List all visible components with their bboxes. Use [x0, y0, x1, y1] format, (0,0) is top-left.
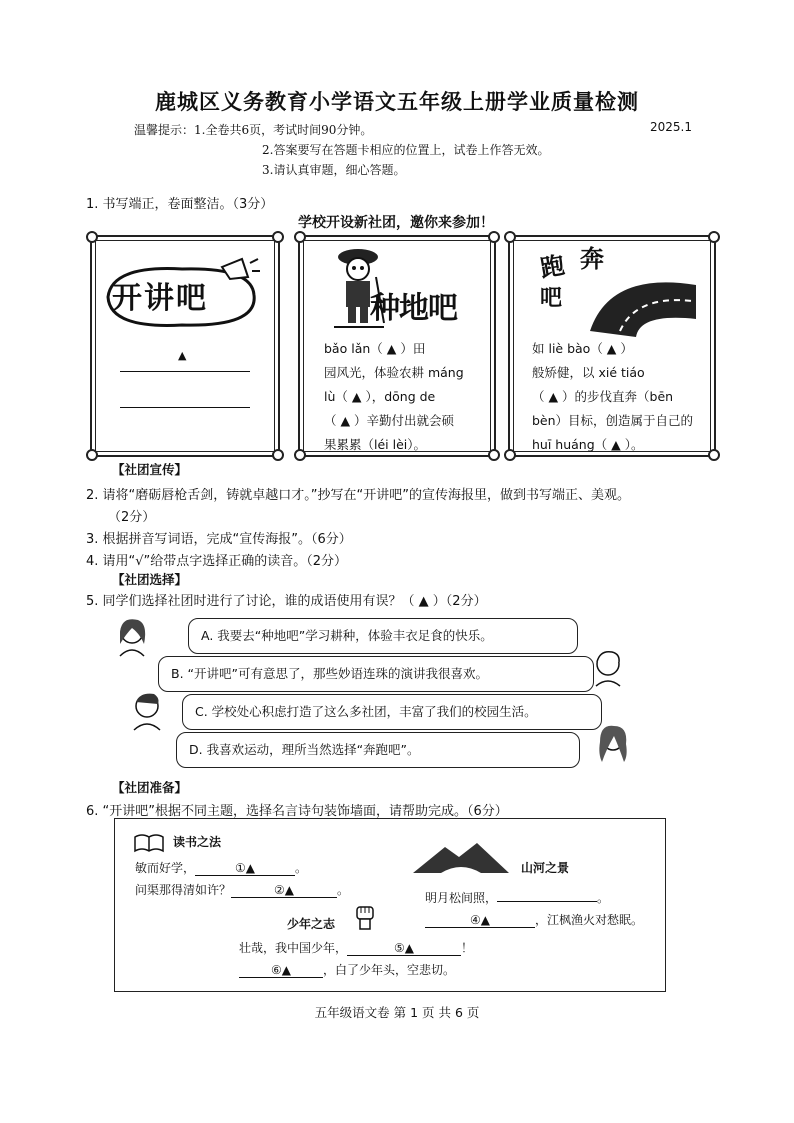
quote-youth-2 [239, 961, 455, 978]
kaijiangba-logo: 开讲吧 [112, 281, 208, 316]
page-title: 鹿城区义务教育小学语文五年级上册学业质量检测 [155, 90, 639, 114]
exam-tips [134, 120, 549, 180]
poster-kaijiangba [90, 235, 280, 457]
question-2: 2. 请将“磨砺唇枪舌剑，铸就卓越口才。”抄写在“开讲吧”的宣传海报里，做到书写端正、美观。 [86, 488, 630, 503]
poster-corner-ornament [708, 449, 720, 461]
club-banner: 学校开设新社团，邀你来参加！ [298, 215, 494, 231]
exam-date: 2025.1 [650, 120, 692, 134]
poster3-line-4: bèn）目标，创造属于自己的 [532, 413, 694, 428]
question-5: 5. 同学们选择社团时进行了讨论，谁的成语使用有误？（ ▲ ）（2分） [86, 594, 487, 609]
writing-line-2 [120, 407, 250, 408]
poster3-line-1: 如 liè bào（ ▲ ） [532, 341, 633, 356]
quote-youth-2-blank: ⑥▲ [239, 963, 323, 978]
quote-read-2-blank: ②▲ [231, 883, 337, 898]
quote-youth-1-pre: 壮哉，我中国少年， [239, 941, 348, 955]
quote-read-1-blank: ①▲ [195, 861, 295, 876]
quote-read-1-post: 。 [295, 861, 308, 875]
quote-read-2-post: 。 [337, 883, 350, 897]
poster-corner-ornament [272, 231, 284, 243]
bubble-d: D. 我喜欢运动，理所当然选择“奔跑吧”。 [176, 732, 580, 768]
quotes-box [114, 818, 666, 992]
page-footer: 五年级语文卷 第 1 页 共 6 页 [314, 1005, 480, 1020]
poster2-line-5: 果累累（léi lèi）。 [324, 437, 426, 452]
poster-corner-ornament [504, 231, 516, 243]
poster-corner-ornament [488, 231, 500, 243]
quote-youth-2-post: ，白了少年头，空悲切。 [323, 963, 456, 977]
quote-youth-1-post: ！ [461, 941, 474, 955]
poster-benpaoba [508, 235, 716, 457]
tip-2: 2.答案要写在答题卡相应的位置上，试卷上作答无效。 [262, 143, 550, 157]
poster-corner-ornament [488, 449, 500, 461]
poster-zhongdiba [298, 235, 496, 457]
poster-corner-ornament [504, 449, 516, 461]
poster3-line-5: huī huáng（ ▲ ）。 [532, 437, 644, 452]
poster-corner-ornament [294, 449, 306, 461]
poster2-line-2: 园风光，体验农耕 máng [324, 365, 464, 380]
quote-land-2 [425, 911, 643, 928]
quote-youth-title: 少年之志 [287, 917, 336, 931]
girl-avatar-2-icon [594, 722, 632, 768]
poster2-text [324, 337, 464, 457]
bubble-b: B. “开讲吧”可有意思了，那些妙语连珠的演讲我很喜欢。 [158, 656, 594, 692]
question-3: 3. 根据拼音写词语，完成“宣传海报”。（6分） [86, 532, 352, 547]
quote-land-1 [425, 889, 609, 906]
quote-land-2-post: ，江枫渔火对愁眠。 [535, 913, 644, 927]
poster-corner-ornament [86, 449, 98, 461]
question-6: 6. “开讲吧”根据不同主题，选择名言诗句装饰墙面，请帮助完成。（6分） [86, 804, 508, 819]
mountain-icon [411, 839, 511, 875]
section-choose: 【社团选择】 [112, 572, 188, 587]
question-1: 1. 书写端正，卷面整洁。（3分） [86, 197, 274, 212]
quote-youth-1-blank: ⑤▲ [347, 941, 461, 956]
poster3-line-3: （ ▲ ）的步伐直奔（bēn [532, 389, 674, 404]
quote-land-1-post: 。 [597, 891, 610, 905]
zhongdiba-logo: 种地吧 [370, 291, 457, 326]
boy-avatar-2-icon [128, 688, 166, 732]
fist-icon [353, 903, 377, 931]
poster1-mark: ▲ [178, 349, 187, 362]
writing-line-1 [120, 371, 250, 372]
running-track-icon [580, 261, 700, 341]
section-promo: 【社团宣传】 [112, 462, 188, 477]
quote-land-1-pre: 明月松间照， [425, 891, 498, 905]
quote-read-title: 读书之法 [173, 835, 222, 849]
quote-youth-1 [239, 939, 473, 956]
quote-land-title: 山河之景 [521, 861, 570, 875]
bubble-a: A. 我要去“种地吧”学习耕种，体验丰衣足食的快乐。 [188, 618, 578, 654]
poster-corner-ornament [294, 231, 306, 243]
poster2-line-4: （ ▲ ）辛勤付出就会硕 [324, 413, 455, 428]
tip-1: 温馨提示：1.全卷共6页，考试时间90分钟。 [134, 123, 373, 137]
quote-read-1 [135, 859, 307, 876]
quote-read-2 [135, 881, 349, 898]
girl-avatar-icon [112, 614, 152, 658]
boy-avatar-icon [590, 646, 626, 688]
tip-3: 3.请认真审题，细心答题。 [262, 163, 406, 177]
poster2-line-3: lù（ ▲ ），dōng de [324, 389, 436, 404]
bubble-c: C. 学校处心积虑打造了这么多社团，丰富了我们的校园生活。 [182, 694, 602, 730]
quote-land-1-blank [497, 901, 597, 902]
benpaoba-logo-ben: 奔 [580, 245, 604, 273]
benpaoba-logo-ba: 吧 [540, 286, 563, 311]
poster2-line-1: bǎo lǎn（ ▲ ）田 [324, 341, 426, 356]
benpaoba-logo-pao: 跑 [538, 251, 567, 283]
poster3-text [532, 337, 693, 457]
poster3-line-2: 般矫健，以 xié tiáo [532, 365, 645, 380]
question-4: 4. 请用“√”给带点字选择正确的读音。（2分） [86, 554, 348, 569]
quote-land-2-blank: ④▲ [425, 913, 535, 928]
section-prepare: 【社团准备】 [112, 780, 188, 795]
question-2-score: （2分） [108, 510, 156, 525]
poster-corner-ornament [272, 449, 284, 461]
quote-read-2-pre: 问渠那得清如许？ [135, 883, 232, 897]
poster-corner-ornament [86, 231, 98, 243]
book-icon [133, 833, 165, 853]
poster-corner-ornament [708, 231, 720, 243]
quote-read-1-pre: 敏而好学， [135, 861, 196, 875]
